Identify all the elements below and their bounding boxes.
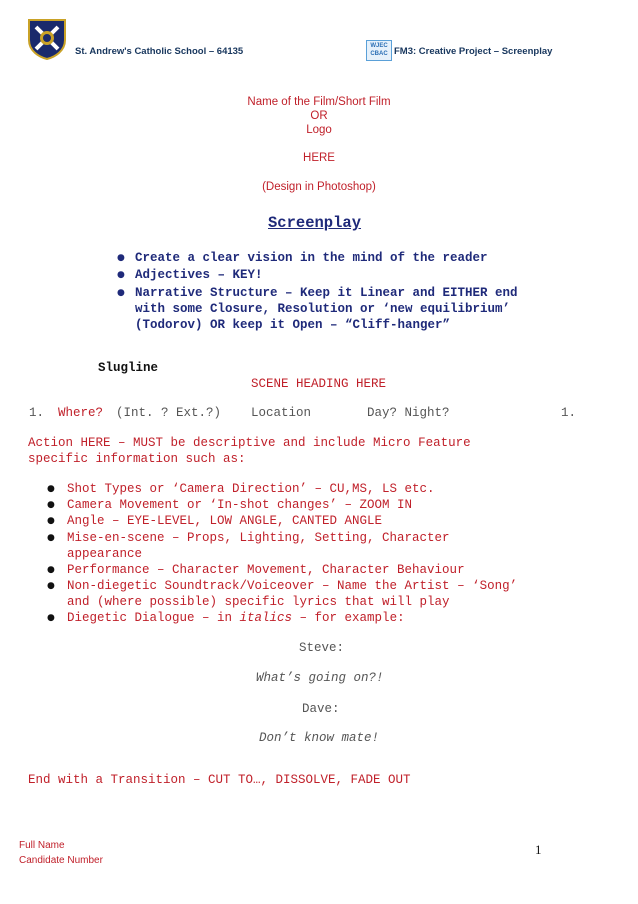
tip-item: Narrative Structure – Keep it Linear and EITHER end xyxy=(135,286,518,300)
feature-dialogue-suffix: – for example: xyxy=(292,611,405,625)
dialogue-line: What’s going on?! xyxy=(256,671,384,685)
bullet-icon: ● xyxy=(47,484,55,494)
footer-full-name: Full Name xyxy=(19,840,65,851)
wjec-logo-top: WJEC xyxy=(370,43,388,49)
slugline-label: Slugline xyxy=(98,361,159,375)
title-or: OR xyxy=(310,110,328,122)
film-name-placeholder: Name of the Film/Short Film xyxy=(247,96,391,108)
bullet-icon: ● xyxy=(117,270,125,280)
slugline-location: Location xyxy=(251,406,312,420)
feature-camera-movement: Camera Movement or ‘In-shot changes’ – ZOOM IN xyxy=(67,498,413,512)
feature-dialogue-prefix: Diegetic Dialogue – in xyxy=(67,611,240,625)
feature-mise-en-scene-continued: appearance xyxy=(67,547,143,561)
action-instruction: Action HERE – MUST be descriptive and include Micro Feature xyxy=(28,436,471,450)
screenplay-heading: Screenplay xyxy=(268,214,362,232)
bullet-icon: ● xyxy=(47,565,55,575)
school-name-header: St. Andrew's Catholic School – 64135 xyxy=(75,46,244,57)
feature-diegetic-dialogue xyxy=(67,611,405,625)
transition-instruction: End with a Transition – CUT TO…, DISSOLVE, FADE OUT xyxy=(28,773,411,787)
character-name: Dave: xyxy=(302,702,340,716)
tip-item-continued: (Todorov) OR keep it Open – “Cliff-hanger” xyxy=(135,318,451,332)
bullet-icon: ● xyxy=(47,500,55,510)
feature-soundtrack: Non-diegetic Soundtrack/Voiceover – Name the Artist – ‘Song’ xyxy=(67,579,518,593)
page-number: 1 xyxy=(535,842,542,857)
bullet-icon: ● xyxy=(117,288,125,298)
bullet-icon: ● xyxy=(47,516,55,526)
tip-item: Create a clear vision in the mind of the reader xyxy=(135,251,488,265)
bullet-icon: ● xyxy=(47,533,55,543)
dialogue-line: Don’t know mate! xyxy=(259,731,380,745)
character-name: Steve: xyxy=(299,641,345,655)
feature-mise-en-scene: Mise-en-scene – Props, Lighting, Setting, Character xyxy=(67,531,450,545)
project-title-header: FM3: Creative Project – Screenplay xyxy=(394,46,553,57)
title-design-note: (Design in Photoshop) xyxy=(262,181,376,193)
bullet-icon: ● xyxy=(47,613,55,623)
bullet-icon: ● xyxy=(47,581,55,591)
feature-angle: Angle – EYE-LEVEL, LOW ANGLE, CANTED ANGLE xyxy=(67,514,383,528)
tip-item-continued: with some Closure, Resolution or ‘new equilibrium’ xyxy=(135,302,511,316)
feature-shot-types: Shot Types or ‘Camera Direction’ – CU,MS, LS etc. xyxy=(67,482,435,496)
feature-soundtrack-continued: and (where possible) specific lyrics that will play xyxy=(67,595,450,609)
title-logo: Logo xyxy=(306,124,332,136)
scene-number-left: 1. xyxy=(29,406,45,420)
slugline-day-night: Day? Night? xyxy=(367,406,450,420)
slugline-int-ext: (Int. ? Ext.?) xyxy=(116,406,222,420)
wjec-logo-bottom: CBAC xyxy=(370,51,388,57)
wjec-logo xyxy=(366,40,392,61)
bullet-icon: ● xyxy=(117,253,125,263)
feature-dialogue-italic: italics xyxy=(239,611,293,625)
footer-candidate-number: Candidate Number xyxy=(19,855,103,866)
feature-performance: Performance – Character Movement, Character Behaviour xyxy=(67,563,465,577)
title-here: HERE xyxy=(303,152,335,164)
tip-item: Adjectives – KEY! xyxy=(135,268,263,282)
scene-heading: SCENE HEADING HERE xyxy=(251,377,387,391)
school-crest-logo xyxy=(27,18,67,60)
scene-number-right: 1. xyxy=(561,406,577,420)
slugline-where: Where? xyxy=(58,406,104,420)
action-instruction-continued: specific information such as: xyxy=(28,452,246,466)
